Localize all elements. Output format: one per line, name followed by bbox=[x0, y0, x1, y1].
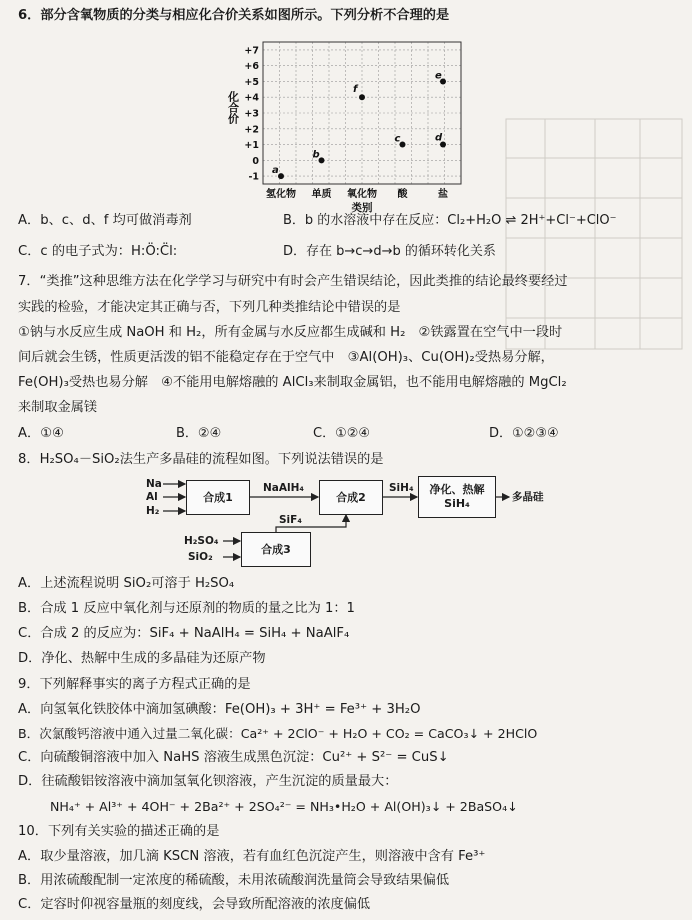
q9-option-a: A．向氢氧化铁胶体中滴加氢碘酸：Fe(OH)₃ + 3H⁺ = Fe³⁺ + 3H₂O bbox=[18, 702, 421, 717]
q9-option-d-line1: D．往硫酸铝铵溶液中滴加氢氧化钡溶液，产生沉淀的质量最大： bbox=[18, 774, 398, 789]
q7-option-d: D．①②③④ bbox=[489, 426, 559, 441]
q7-option-a: A．①④ bbox=[18, 426, 64, 441]
flow-input-na: Na bbox=[146, 478, 162, 490]
q8-option-a: A．上述流程说明 SiO₂可溶于 H₂SO₄ bbox=[18, 576, 235, 591]
q9-option-c: C．向硫酸铜溶液中加入 NaHS 溶液生成黑色沉淀：Cu²⁺ + S²⁻ = CuS↓ bbox=[18, 750, 449, 765]
x-tick-label: 酸 bbox=[397, 189, 408, 200]
y-tick-label: 0 bbox=[252, 155, 259, 167]
flow-input-h2so4: H₂SO₄ bbox=[184, 535, 219, 547]
flow-label-naalh4: NaAlH₄ bbox=[263, 482, 304, 494]
q6-stem: 6．部分含氧物质的分类与相应化合价关系如图所示。下列分析不合理的是 bbox=[18, 8, 450, 23]
y-axis-label: 化合价 bbox=[226, 91, 240, 124]
flow-label-sif4: SiF₄ bbox=[279, 514, 302, 526]
q6-option-a: A．b、c、d、f 均可做消毒剂 bbox=[18, 213, 192, 228]
q7-statement-line4: 来制取金属镁 bbox=[18, 400, 98, 415]
flow-label-sih4: SiH₄ bbox=[389, 482, 414, 494]
data-point-label-b: b bbox=[312, 149, 320, 161]
data-point-label-f: f bbox=[353, 84, 358, 96]
q7-stem-line1: 7．“类推”这种思维方法在化学学习与研究中有时会产生错误结论，因此类推的结论最终要经过 bbox=[18, 274, 568, 289]
q9-stem: 9．下列解释事实的离子方程式正确的是 bbox=[18, 677, 251, 692]
flow-box-purify-label: 净化、热解 bbox=[429, 483, 485, 496]
q7-statement-line2: 间后就会生锈，性质更活泼的铝不能稳定存在于空气中 ③Al(OH)₃、Cu(OH)₂受热易分解， bbox=[18, 350, 554, 365]
q7-option-c: C．①②④ bbox=[313, 426, 371, 441]
q10-option-b: B．用浓硫酸配制一定浓度的稀硫酸，未用浓硫酸润洗量筒会导致结果偏低 bbox=[18, 873, 450, 888]
y-tick-label: +1 bbox=[244, 140, 259, 152]
q10-option-a: A．取少量溶液，加几滴 KSCN 溶液，若有血红色沉淀产生，则溶液中含有 Fe³⁺ bbox=[18, 849, 486, 864]
q8-option-b: B．合成 1 反应中氧化剂与还原剂的物质的量之比为 1：1 bbox=[18, 601, 355, 616]
flow-input-h2: H₂ bbox=[146, 505, 160, 517]
y-tick-label: +5 bbox=[244, 76, 259, 88]
q9-option-d-line2: NH₄⁺ + Al³⁺ + 4OH⁻ + 2Ba²⁺ + 2SO₄²⁻ = NH₃•H₂O + Al(OH)₃↓ + 2BaSO₄↓ bbox=[50, 799, 518, 814]
data-point-label-e: e bbox=[435, 70, 442, 82]
flow-box-purify bbox=[418, 476, 496, 518]
y-tick-label: +7 bbox=[244, 45, 259, 57]
flow-box-synthesis3: 合成3 bbox=[241, 532, 311, 567]
flow-input-al: Al bbox=[146, 491, 158, 503]
q7-statement-line3: Fe(OH)₃受热也易分解 ④不能用电解熔融的 AlCl₃来制取金属铝，也不能用电解熔融的 MgCl₂ bbox=[18, 375, 567, 390]
q6-option-b: B．b 的水溶液中存在反应：Cl₂+H₂O ⇌ 2H⁺+Cl⁻+ClO⁻ bbox=[283, 213, 617, 228]
x-tick-label: 盐 bbox=[438, 189, 448, 200]
q6-option-c: C．c 的电子式为：H:Ö:C̈l: bbox=[18, 244, 178, 259]
q7-stem-line2: 实践的检验，才能决定其正确与否，下列几种类推结论中错误的是 bbox=[18, 300, 401, 315]
y-tick-label: +4 bbox=[244, 92, 259, 104]
q10-stem: 10．下列有关实验的描述正确的是 bbox=[18, 824, 220, 839]
x-tick-label: 氧化物 bbox=[347, 189, 377, 200]
flow-box-purify-sih4: SiH₄ bbox=[444, 497, 470, 510]
y-tick-label: -1 bbox=[248, 171, 259, 183]
y-tick-label: +2 bbox=[244, 124, 259, 136]
flow-output-polysilicon: 多晶硅 bbox=[512, 491, 544, 503]
flow-input-sio2: SiO₂ bbox=[188, 551, 213, 563]
q7-option-b: B．②④ bbox=[176, 426, 222, 441]
q10-option-c: C．定容时仰视容量瓶的刻度线，会导致所配溶液的浓度偏低 bbox=[18, 897, 371, 912]
y-tick-label: +3 bbox=[244, 108, 259, 120]
x-axis-label: 类别 bbox=[351, 202, 373, 214]
x-tick-label: 氢化物 bbox=[266, 189, 296, 200]
q9-option-b: B．次氯酸钙溶液中通入过量二氧化碳：Ca²⁺ + 2ClO⁻ + H₂O + CO₂ = CaCO₃↓ + 2HClO bbox=[18, 726, 538, 741]
data-point-label-d: d bbox=[435, 132, 443, 144]
data-point-label-c: c bbox=[394, 133, 401, 145]
flow-box-synthesis2: 合成2 bbox=[319, 480, 383, 515]
flow-box-synthesis1: 合成1 bbox=[186, 480, 250, 515]
q8-option-c: C．合成 2 的反应为：SiF₄ + NaAlH₄ = SiH₄ + NaAlF₄ bbox=[18, 626, 350, 641]
q7-statement-line1: ①钠与水反应生成 NaOH 和 H₂，所有金属与水反应都生成碱和 H₂ ②铁露置在空气中一段时 bbox=[18, 325, 563, 340]
x-tick-label: 单质 bbox=[311, 189, 332, 200]
q8-option-d: D．净化、热解中生成的多晶硅为还原产物 bbox=[18, 651, 266, 666]
y-tick-label: +6 bbox=[244, 61, 259, 73]
q6-option-d: D．存在 b→c→d→b 的循环转化关系 bbox=[283, 244, 496, 259]
q8-stem: 8．H₂SO₄－SiO₂法生产多晶硅的流程如图。下列说法错误的是 bbox=[18, 452, 384, 467]
data-point-label-a: a bbox=[272, 165, 279, 177]
